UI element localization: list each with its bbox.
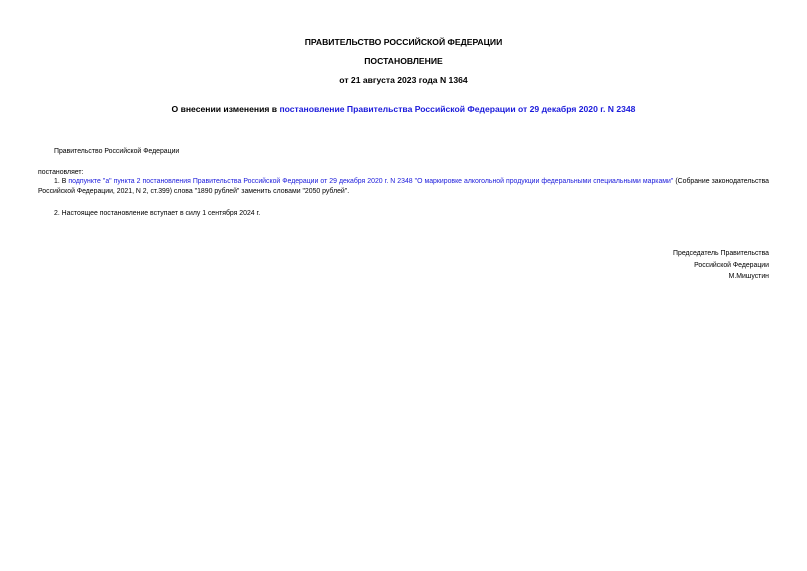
document-date-number: от 21 августа 2023 года N 1364 <box>339 75 468 85</box>
title-prefix: О внесении изменения в <box>171 104 280 114</box>
document-kind-heading: ПОСТАНОВЛЕНИЕ <box>364 56 443 66</box>
paragraph-1-end: (Собрание законодательства Российской Федерации, 2021, N 2, ст.399) слова "1890 рублей" заменить словами "2050 рублей". <box>38 178 769 195</box>
signature-name: М.Мишустин <box>728 273 769 280</box>
paragraph-1 <box>38 177 769 196</box>
document-title <box>0 104 807 114</box>
issuer-text: Правительство Российской Федерации <box>54 148 180 155</box>
signature-position: Председатель Правительства <box>673 250 769 257</box>
paragraph-2: 2. Настоящее постановление вступает в силу 1 сентября 2024 г. <box>54 210 261 217</box>
organization-heading: ПРАВИТЕЛЬСТВО РОССИЙСКОЙ ФЕДЕРАЦИИ <box>304 37 503 47</box>
title-decree-link[interactable]: постановление Правительства Российской Федерации от 29 декабря 2020 г. N 2348 <box>279 104 636 114</box>
subparagraph-link[interactable]: подпункте "а" пункта 2 постановления Правительства Российской Федерации от 29 декабря 2020 г. N 2348 "О маркировке алкогольной продукции федеральными специальными марками" <box>68 178 674 185</box>
decrees-text: постановляет: <box>38 169 84 176</box>
paragraph-1-start: 1. В <box>54 178 69 185</box>
signature-body: Российской Федерации <box>694 262 769 269</box>
